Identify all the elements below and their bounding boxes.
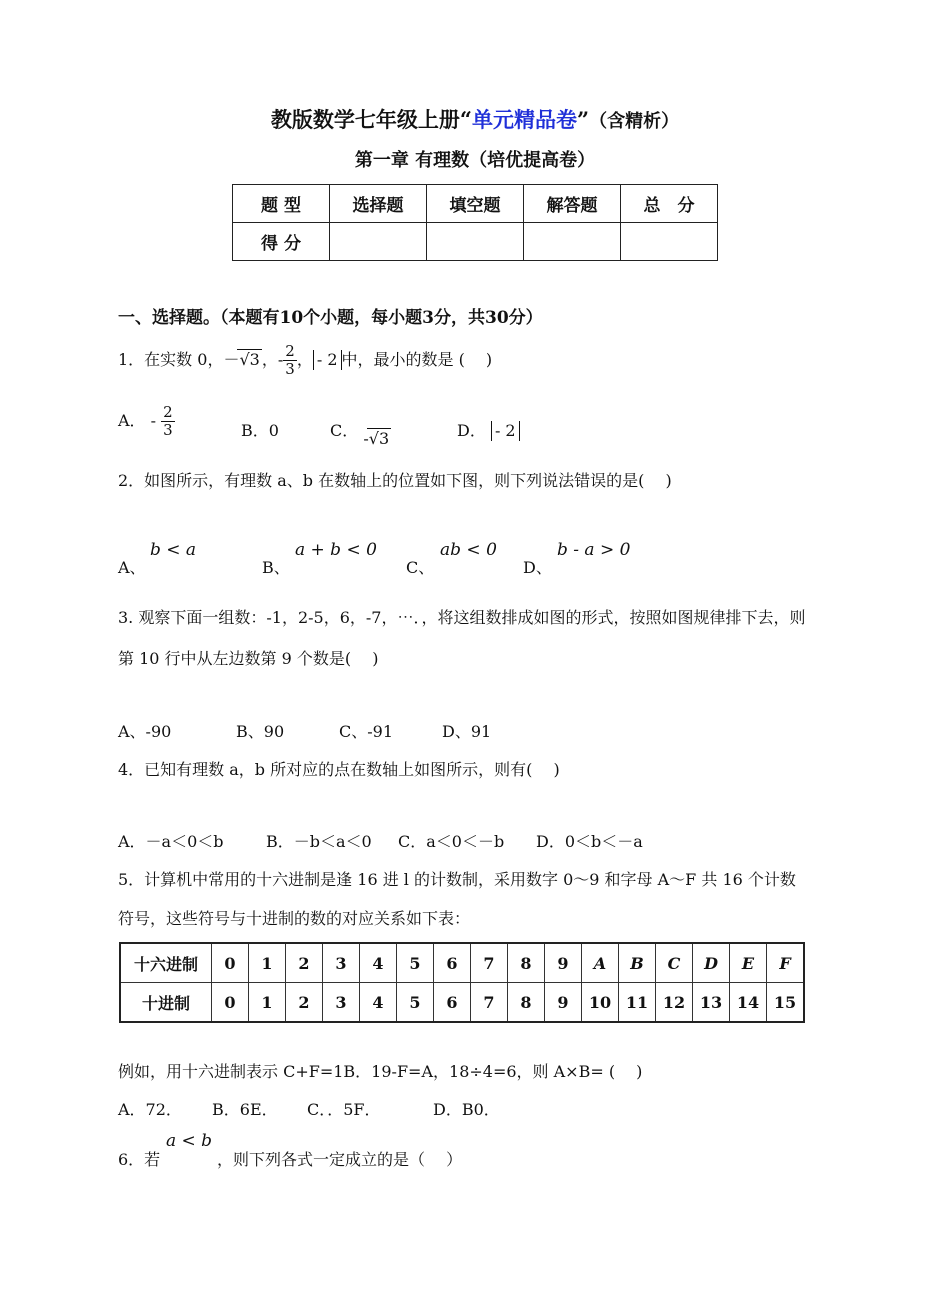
title-tail: （含精析） <box>589 111 680 132</box>
hex-cell: D <box>693 943 730 983</box>
dec-cell: 12 <box>656 983 693 1023</box>
q5-option-b: B．6E． <box>212 1100 278 1119</box>
dec-cell: 4 <box>360 983 397 1023</box>
q3-option-d: D、91 <box>442 722 492 741</box>
hex-cell: 1 <box>249 943 286 983</box>
q5-option-d: D．B0． <box>433 1100 500 1119</box>
title-part2: ” <box>577 107 590 132</box>
dec-cell: 1 <box>249 983 286 1023</box>
score-cell <box>621 223 718 261</box>
dec-cell: 6 <box>434 983 471 1023</box>
q1-option-c-label: C． <box>330 421 359 440</box>
q1-option-c <box>330 418 391 448</box>
q6-expr: a < b <box>166 1131 213 1151</box>
q1-option-d <box>457 418 520 441</box>
q2-option-c-label: C、 <box>406 558 435 577</box>
q1-prefix: 1．在实数 0，－ <box>118 350 240 369</box>
q1-sqrt: √3 <box>239 350 260 369</box>
hex-cell: 0 <box>212 943 249 983</box>
q1-option-c-sign: - <box>363 429 369 448</box>
q1-option-c-sqrt: √3 <box>368 429 390 448</box>
dec-cell: 7 <box>471 983 508 1023</box>
q1-sep2: ， <box>296 350 313 369</box>
hex-table <box>119 942 805 1023</box>
title-part1: 教版数学七年级上册“ <box>270 107 472 132</box>
dec-cell: 3 <box>323 983 360 1023</box>
q1-frac-den: 3 <box>285 360 295 378</box>
q1-option-a-num: 2 <box>163 403 173 421</box>
hex-cell: C <box>656 943 693 983</box>
q1-sqrt-value: 3 <box>249 350 260 369</box>
q2-option-b-label: B、 <box>262 558 290 577</box>
q2-option-c-expr: ab < 0 <box>440 540 497 560</box>
dec-row-label: 十进制 <box>120 983 212 1023</box>
q1-fraction <box>283 343 297 378</box>
q5-option-a: A．72． <box>118 1100 182 1119</box>
q4-option-b: B．－b＜a＜0 <box>266 832 372 851</box>
question-3-line2: 第 10 行中从左边数第 9 个数是( ) <box>118 649 379 668</box>
question-2: 2．如图所示，有理数 a、b 在数轴上的位置如下图，则下列说法错误的是( ) <box>118 471 672 490</box>
q1-option-b: B．0 <box>241 421 279 440</box>
question-4: 4．已知有理数 a，b 所对应的点在数轴上如图所示，则有( ) <box>118 760 560 779</box>
q2-option-a-expr: b < a <box>150 540 197 560</box>
q1-option-a: A． <box>118 411 146 430</box>
q6-prefix: 6．若 <box>118 1150 161 1169</box>
hex-cell: B <box>619 943 656 983</box>
q3-option-b: B、90 <box>236 722 285 741</box>
q2-option-d-label: D、 <box>523 558 552 577</box>
section-heading: 一、选择题。（本题有10个小题，每小题3分，共30分） <box>118 308 543 328</box>
q1-suffix: 中，最小的数是 ( ) <box>341 350 493 369</box>
q6-suffix: ，则下列各式一定成立的是（ ） <box>217 1150 463 1169</box>
q3-option-a: A、-90 <box>118 722 172 741</box>
hex-cell: 8 <box>508 943 545 983</box>
dec-cell: 2 <box>286 983 323 1023</box>
score-cell <box>427 223 524 261</box>
score-table <box>232 184 718 261</box>
dec-cell: 10 <box>582 983 619 1023</box>
hex-cell: 4 <box>360 943 397 983</box>
q5-example: 例如，用十六进制表示 C+F=1B．19-F=A，18÷4=6，则 A×B= ( ) <box>118 1062 643 1081</box>
dec-cell: 5 <box>397 983 434 1023</box>
q3-option-c: C、-91 <box>339 722 394 741</box>
dec-cell: 13 <box>693 983 730 1023</box>
q1-sep1: ，- <box>261 350 284 369</box>
document-title <box>0 104 950 134</box>
q1-option-d-label: D． <box>457 421 486 440</box>
q1-frac-num: 2 <box>285 342 295 360</box>
title-highlight: 单元精品卷 <box>472 107 577 132</box>
score-header: 填空题 <box>427 185 524 223</box>
hex-cell: 2 <box>286 943 323 983</box>
score-cell <box>524 223 621 261</box>
hex-cell: A <box>582 943 619 983</box>
q1-abs-value: - 2 <box>313 350 342 370</box>
q1-option-a-sign: - <box>150 411 157 430</box>
score-header: 总 分 <box>621 185 718 223</box>
score-cell <box>330 223 427 261</box>
q4-option-c: C．a＜0＜－b <box>398 832 505 851</box>
dec-cell: 15 <box>767 983 805 1023</box>
q5-option-c: C．．5F． <box>307 1100 381 1119</box>
score-header: 题 型 <box>233 185 330 223</box>
hex-cell: F <box>767 943 805 983</box>
q1-option-a-fraction <box>161 404 175 439</box>
dec-cell: 9 <box>545 983 582 1023</box>
q1-option-d-abs: - 2 <box>491 421 520 441</box>
document-subtitle: 第一章 有理数（培优提高卷） <box>354 150 596 171</box>
dec-cell: 11 <box>619 983 656 1023</box>
q4-option-a: A．－a＜0＜b <box>118 832 224 851</box>
dec-cell: 8 <box>508 983 545 1023</box>
dec-cell: 0 <box>212 983 249 1023</box>
q1-option-a-den: 3 <box>163 421 173 439</box>
score-row-label: 得 分 <box>233 223 330 261</box>
q1-options <box>118 404 175 439</box>
hex-cell: 9 <box>545 943 582 983</box>
hex-cell: 7 <box>471 943 508 983</box>
dec-cell: 14 <box>730 983 767 1023</box>
q4-option-d: D．0＜b＜－a <box>536 832 643 851</box>
hex-cell: E <box>730 943 767 983</box>
hex-cell: 3 <box>323 943 360 983</box>
q1-option-c-sqrt-value: 3 <box>378 429 390 448</box>
hex-row-label: 十六进制 <box>120 943 212 983</box>
question-1 <box>118 343 492 378</box>
hex-cell: 6 <box>434 943 471 983</box>
q2-option-b-expr: a + b < 0 <box>295 540 377 560</box>
q2-option-a-label: A、 <box>118 558 146 577</box>
question-5-line2: 符号，这些符号与十进制的数的对应关系如下表： <box>118 909 471 928</box>
score-header: 选择题 <box>330 185 427 223</box>
question-3-line1: 3. 观察下面一组数：-1，2-5，6，-7，⋯．，将这组数排成如图的形式，按照如图规律排下去，则 <box>118 608 806 627</box>
hex-cell: 5 <box>397 943 434 983</box>
question-5-line1: 5．计算机中常用的十六进制是逢 16 进 l 的计数制，采用数字 0～9 和字母 A～F 共 16 个计数 <box>118 870 796 889</box>
q2-option-d-expr: b - a > 0 <box>557 540 631 560</box>
score-header: 解答题 <box>524 185 621 223</box>
